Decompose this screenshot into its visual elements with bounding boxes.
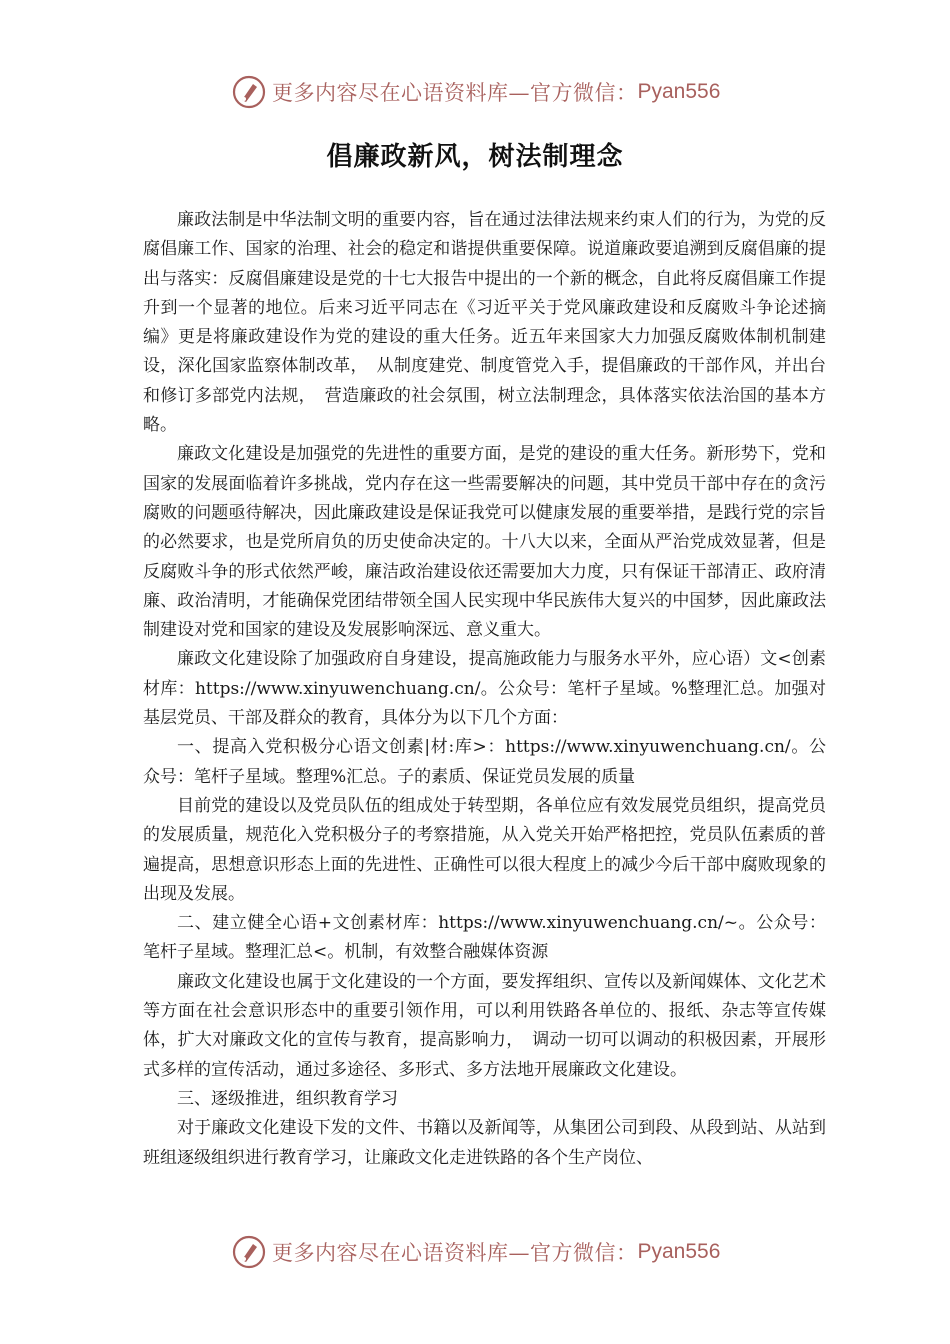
document-body: [143, 206, 826, 1173]
footer-watermark: [0, 1232, 950, 1272]
section-heading: 二、建立健全心语+文创素材库：https://www.xinyuwenchuang.cn/~。公众号：笔杆子星域。整理汇总<。机制，有效整合融媒体资源: [143, 913, 826, 963]
paragraph: 廉政文化建设也属于文化建设的一个方面，要发挥组织、宣传以及新闻媒体、文化艺术等方面在社会意识形态中的重要引领作用，可以利用铁路各单位的、报纸、杂志等宣传媒体，扩大对廉政文化的宣传与教育，提高影响力， 调动一切可以调动的积极因素，开展形式多样的宣传活动，通过多途径、多形式、多方法地开展廉政文化建设。: [143, 971, 826, 1080]
pen-nib-logo-icon: [232, 1235, 266, 1269]
watermark-text: 更多内容尽在心语资料库—官方微信：: [272, 1241, 638, 1265]
watermark-wechat-id: Pyan556: [637, 1240, 721, 1263]
paragraph: 目前党的建设以及党员队伍的组成处于转型期，各单位应有效发展党员组织，提高党员的发展质量，规范化入党积极分子的考察措施，从入党关开始严格把控，党员队伍素质的普遍提高，思想意识形态上面的先进性、正确性可以很大程度上的减少今后干部中腐败现象的出现及发展。: [143, 795, 826, 904]
watermark-wechat-id: Pyan556: [637, 80, 721, 103]
section-heading: 三、逐级推进，组织教育学习: [177, 1088, 398, 1109]
paragraph: 廉政法制是中华法制文明的重要内容，旨在通过法律法规来约束人们的行为，为党的反腐倡廉工作、国家的治理、社会的稳定和谐提供重要保障。说道廉政要追溯到反腐倡廉的提出与落实：反腐倡廉建设是党的十七大报告中提出的一个新的概念，自此将反腐倡廉工作提升到一个显著的地位。后来习近平同志在《习近平关于党风廉政建设和反腐败斗争论述摘编》更是将廉政建设作为党的建设的重大任务。近五年来国家大力加强反腐败体制机制建设，深化国家监察体制改革， 从制度建党、制度管党入手，提倡廉政的干部作风，并出台和修订多部党内法规， 营造廉政的社会氛围，树立法制理念，具体落实依法治国的基本方略。: [143, 210, 826, 436]
section-heading: 一、提高入党积极分心语文创素|材:库>：https://www.xinyuwenchuang.cn/。公众号：笔杆子星域。整理%汇总。子的素质、保证党员发展的质量: [143, 737, 826, 787]
pen-nib-logo-icon: [232, 75, 266, 109]
paragraph: 廉政文化建设除了加强政府自身建设，提高施政能力与服务水平外，应心语）文<创素材库：https://www.xinyuwenchuang.cn/。公众号：笔杆子星域。%整理汇总。加强对基层党员、干部及群众的教育，具体分为以下几个方面：: [143, 649, 826, 729]
paragraph: 廉政文化建设是加强党的先进性的重要方面，是党的建设的重大任务。新形势下，党和国家的发展面临着许多挑战，党内存在这一些需要解决的问题，其中党员干部中存在的贪污腐败的问题亟待解决，因此廉政建设是保证我党可以健康发展的重要举措，是践行党的宗旨的必然要求，也是党所肩负的历史使命决定的。十八大以来，全面从严治党成效显著，但是反腐败斗争的形式依然严峻，廉洁政治建设依还需要加大力度，只有保证干部清正、政府清廉、政治清明，才能确保党团结带领全国人民实现中华民族伟大复兴的中国梦，因此廉政法制建设对党和国家的建设及发展影响深远、意义重大。: [143, 444, 826, 641]
header-watermark: [0, 72, 950, 112]
paragraph: 对于廉政文化建设下发的文件、书籍以及新闻等，从集团公司到段、从段到站、从站到班组逐级组织进行教育学习，让廉政文化走进铁路的各个生产岗位、: [143, 1118, 826, 1168]
document-title: 倡廉政新风，树法制理念: [326, 142, 624, 172]
watermark-text: 更多内容尽在心语资料库—官方微信：: [272, 81, 638, 105]
